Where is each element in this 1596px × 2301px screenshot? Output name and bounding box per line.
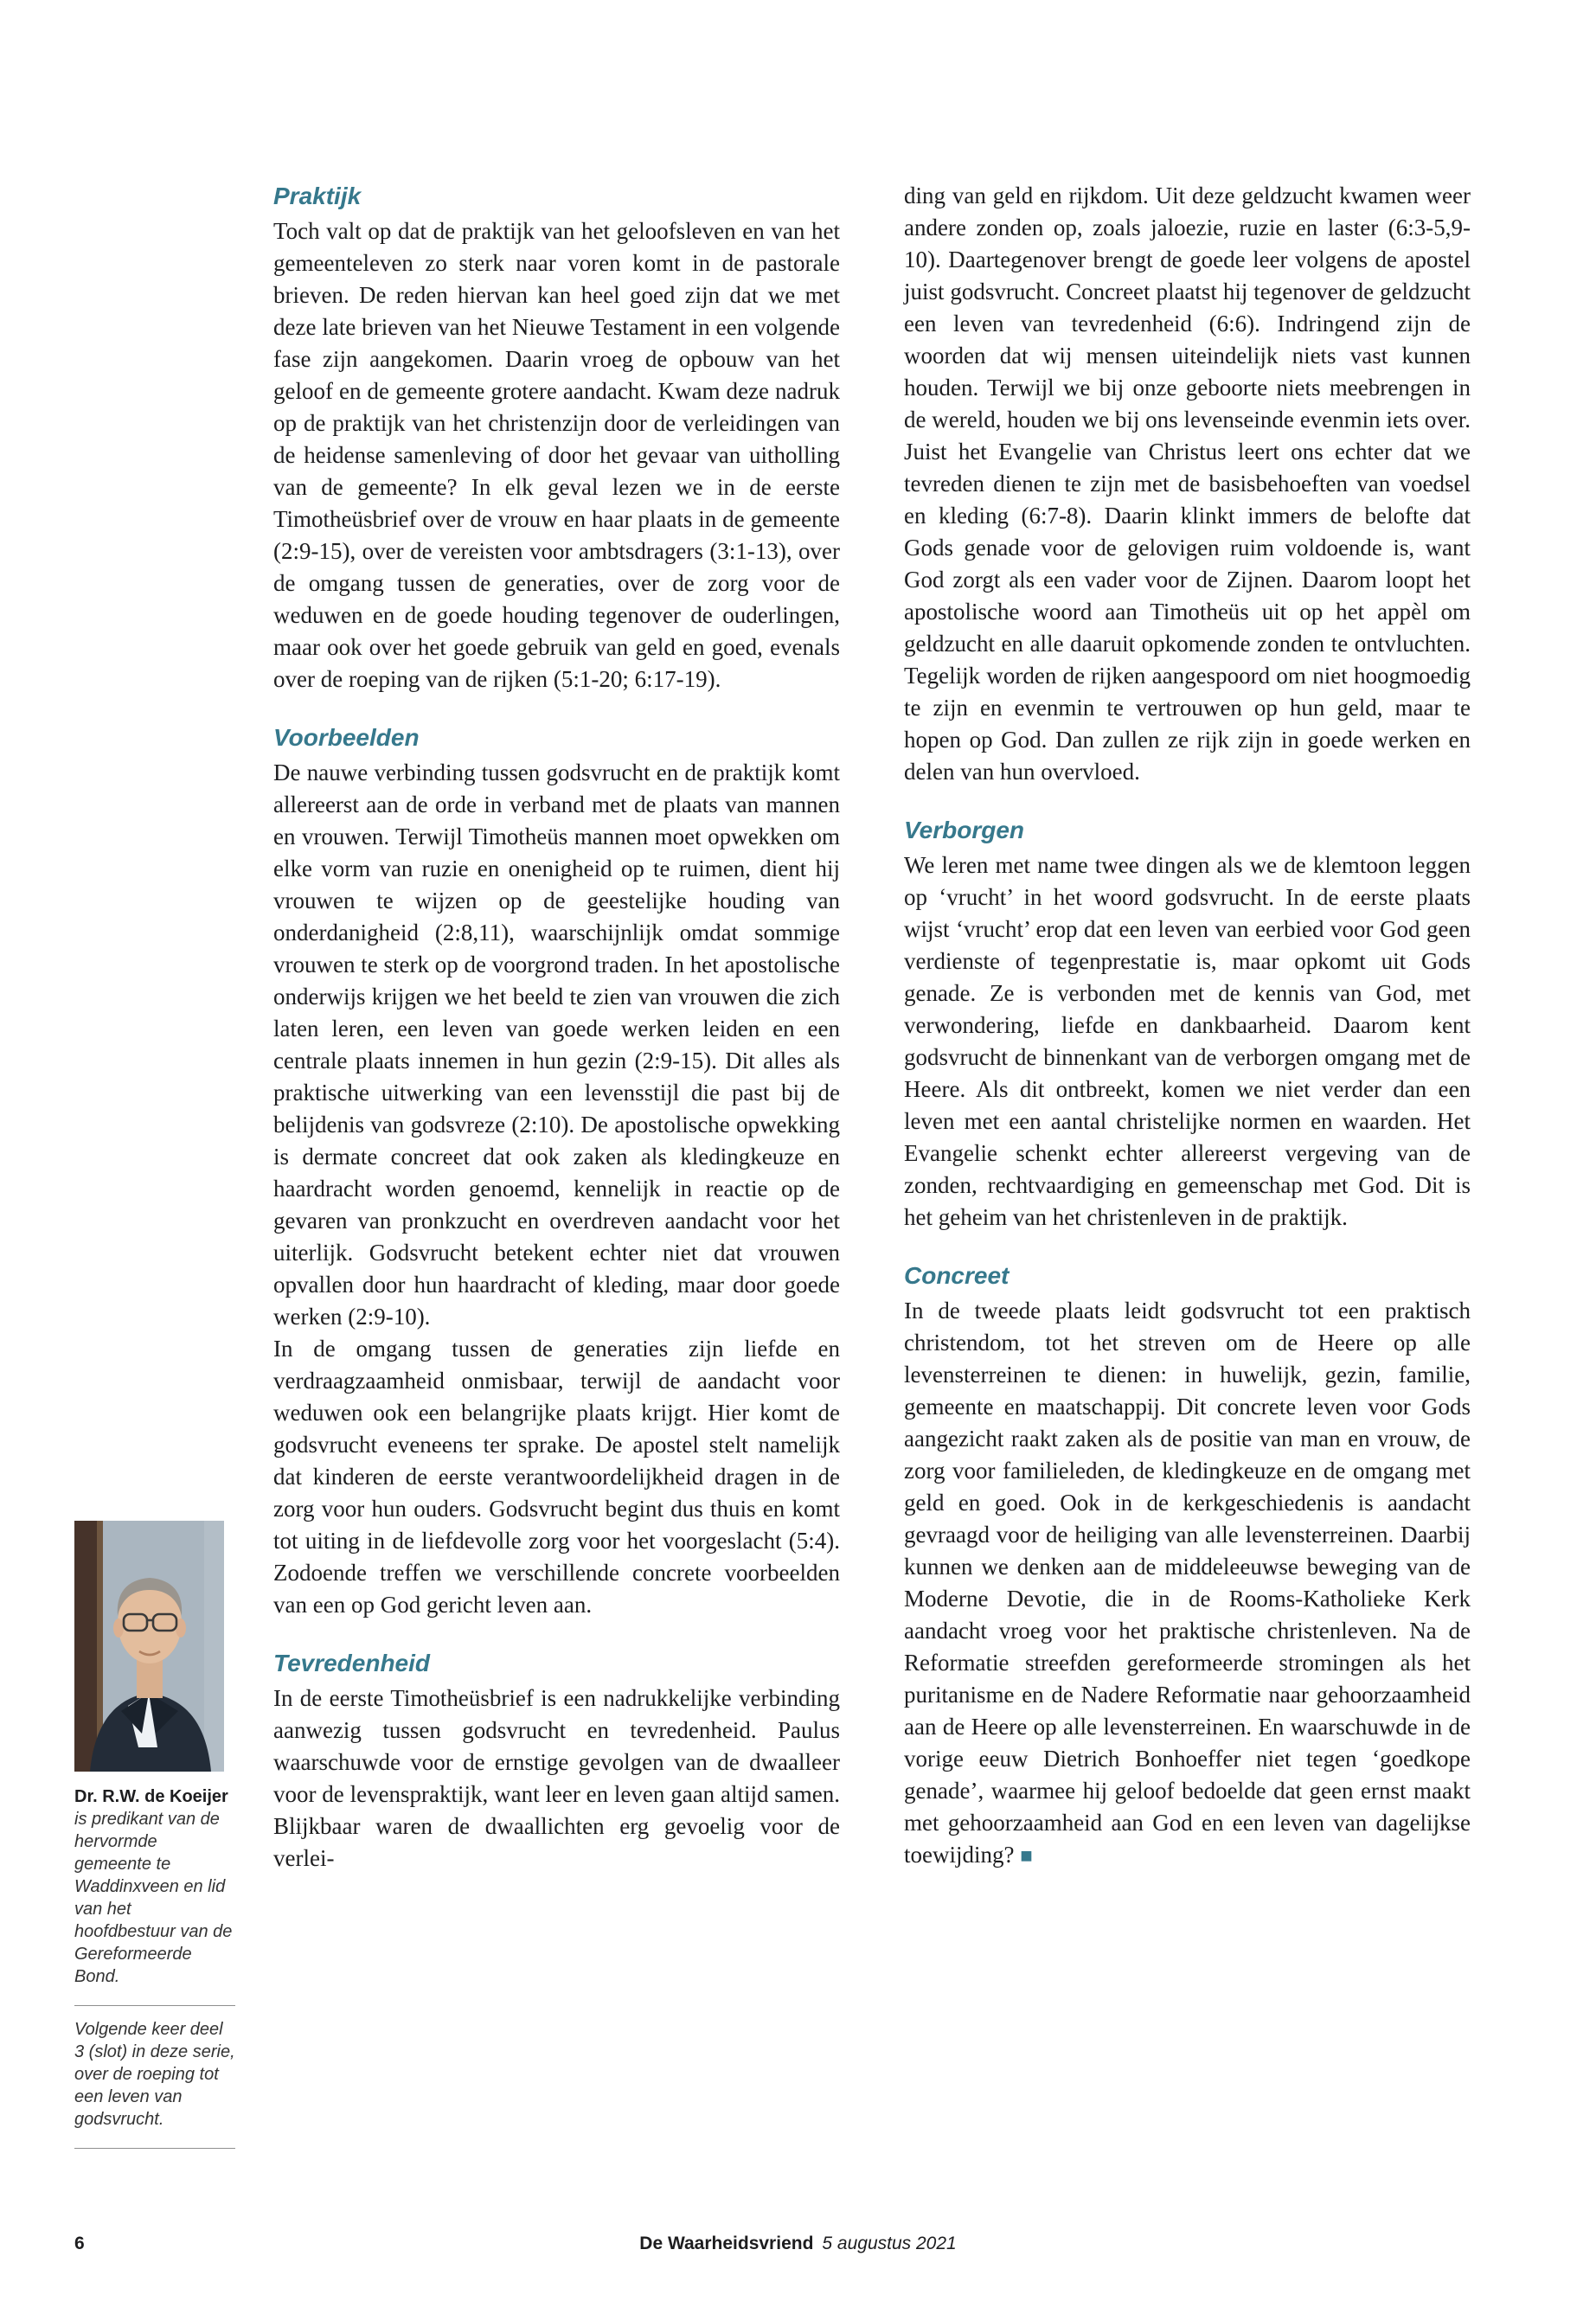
author-bio: is predikant van de hervormde gemeente te Waddinxveen en lid van het hoofdbestuur van de Gereformeerde Bond. — [74, 1810, 233, 1986]
page-footer — [0, 2234, 1596, 2268]
section-heading-concreet: Concreet — [904, 1262, 1010, 1289]
article-column-right — [904, 180, 1471, 1875]
footer-center — [0, 2234, 1596, 2254]
author-name: Dr. R.W. de Koeijer — [74, 1787, 228, 1806]
paragraph-text: In de tweede plaats leidt godsvrucht tot een praktisch christendom, tot het streven om de Heere op alle levensterreinen te dienen: in huwelijk, gezin, familie, gemeente en maatschappij. Dit concrete leven voor Gods aangezicht raakt zaken als de positie van man en vrouw, de zorg voor familieleden, de kledingkeuze en de omgang met geld en goed. Ook in de kerkgeschiedenis is aandacht gevraagd voor de heiliging van alle levensterreinen. Daarbij kunnen we denken aan de middeleeuwse beweging van de Moderne Devotie, die in de Rooms-Katholieke Kerk aandacht vroeg voor het praktische christenleven. Na de Reformatie streefden gereformeerde stromingen als het puritanisme en de Nadere Reformatie naar gehoorzaamheid aan de Heere op alle levensterreinen. En waarschuwde in de vorige eeuw Dietrich Bonhoeffer niet tegen ‘goedkope genade’, waarmee hij geloof bedoelde dat geen ernst maakt met gehoorzaamheid aan God en een leven van dagelijkse toewijding? — [904, 1298, 1471, 1868]
section-heading-praktijk: Praktijk — [273, 183, 362, 209]
author-photo — [74, 1521, 224, 1772]
article-body — [273, 180, 1471, 1875]
author-portrait-illustration — [74, 1521, 224, 1772]
paragraph: We leren met name twee dingen als we de klemtoon leggen op ‘vrucht’ in het woord godsvrucht. In de eerste plaats wijst ‘vrucht’ erop dat een leven van eerbied voor God geen verdienste of tegenprestatie is, maar opkomt uit Gods genade. Ze is verbonden met de kennis van God, met verwondering, liefde en dankbaarheid. Daarom kent godsvrucht de binnenkant van de verborgen omgang met de Heere. Als dit ontbreekt, komen we niet verder dan een leven met een aantal christelijke normen en waarden. Het Evangelie schenkt echter allereerst vergeving van de zonden, rechtvaardiging en gemeenschap met God. Dit is het geheim van het christenleven in de praktijk. — [904, 852, 1471, 1230]
end-of-article-marker: ■ — [1020, 1845, 1033, 1868]
paragraph: In de omgang tussen de generaties zijn liefde en verdraagzaamheid onmisbaar, terwijl de aandacht voor weduwen ook een belangrijke plaats krijgt. Hier komt de godsvrucht eveneens ter sprake. De apostel stelt namelijk dat kinderen de eerste verantwoordelijkheid dragen in de zorg voor hun ouders. Godsvrucht begint dus thuis en komt tot uiting in de liefdevolle zorg voor het voorgeslacht (5:4). Zodoende treffen we verschillende concrete voorbeelden van een op God gericht leven aan. — [273, 1336, 840, 1618]
section-praktijk — [273, 180, 840, 695]
section-heading-voorbeelden: Voorbeelden — [273, 724, 420, 751]
article-column-left — [273, 180, 840, 1875]
section-heading-tevredenheid: Tevredenheid — [273, 1650, 431, 1676]
section-heading-verborgen: Verborgen — [904, 817, 1024, 843]
magazine-title: De Waarheidsvriend — [639, 2234, 814, 2253]
paragraph: De nauwe verbinding tussen godsvrucht en de praktijk komt allereerst aan de orde in verband met de plaats van mannen en vrouwen. Terwijl Timotheüs mannen moet opwekken om elke vorm van ruzie en onenigheid op te ruimen, dient hij vrouwen te wijzen op de geestelijke houding van onderdanigheid (2:8,11), waarschijnlijk omdat sommige vrouwen te sterk op de voorgrond traden. In het apostolische onderwijs krijgen we het beeld te zien van vrouwen die zich laten leren, een leven van goede werken leiden en een centrale plaats innemen in hun gezin (2:9-15). Dit alles als praktische uitwerking van een levensstijl die past bij de belijdenis van godsvreze (2:10). De apostolische opwekking is dermate concreet dat ook zaken als kledingkeuze en haardracht worden genoemd, kennelijk in reactie op de gevaren van pronkzucht en overdreven aandacht voor het uiterlijk. Godsvrucht betekent echter niet dat vrouwen opvallen door hun haardracht of kleding, maar door goede werken (2:9-10). — [273, 760, 840, 1330]
section-concreet — [904, 1259, 1471, 1873]
section-tevredenheid — [273, 1647, 840, 1875]
issue-date: 5 augustus 2021 — [822, 2234, 957, 2253]
next-issue-note: Volgende keer deel 3 (slot) in deze serie, over de roeping tot een leven van godsvrucht. — [74, 2020, 235, 2129]
author-caption — [74, 1785, 235, 1988]
sidebar-divider-top — [74, 2005, 235, 2006]
paragraph: Toch valt op dat de praktijk van het geloofsleven en van het gemeenteleven zo sterk naar voren komt in de pastorale brieven. De reden hiervan kan heel goed zijn dat we met deze late brieven van het Nieuwe Testament in een volgende fase zijn aangekomen. Daarin vroeg de opbouw van het geloof en de gemeente grotere aandacht. Kwam deze nadruk op de praktijk van het christenzijn door de verleidingen van de heidense samenleving of door het gevaar van uitholling van de gemeente? In elk geval lezen we in de eerste Timotheüsbrief over de vrouw en haar plaats in de gemeente (2:9-15), over de vereisten voor ambtsdragers (3:1-13), over de omgang tussen de generaties, over de zorg voor de weduwen en de goede houding tegenover de ouderlingen, maar ook over het goede gebruik van geld en goed, evenals over de roeping van de rijken (5:1-20; 6:17-19). — [273, 218, 840, 692]
section-verborgen — [904, 814, 1471, 1234]
page-number: 6 — [74, 2234, 85, 2253]
paragraph-continuation: ding van geld en rijkdom. Uit deze geldzucht kwamen weer andere zonden op, zoals jaloezie, ruzie en laster (6:3-5,9-10). Daartegenover brengt de goede leer volgens de apostel juist godsvrucht. Concreet plaatst hij tegenover de geldzucht een leven van tevredenheid (6:6). Indringend zijn de woorden dat wij mensen uiteindelijk niets vast kunnen houden. Terwijl we bij onze geboorte niets meebrengen in de wereld, houden we bij ons levenseinde evenmin iets over. Juist het Evangelie van Christus leert ons echter dat we tevreden dienen te zijn met de basisbehoeften van voedsel en kleding (6:7-8). Daarin klinkt immers de belofte dat Gods genade voor de gelovigen ruim voldoende is, want God zorgt als een vader voor de Zijnen. Daarom loopt het apostolische woord aan Timotheüs uit op het appèl om geldzucht en alle daaruit opkomende zonden te ontvluchten. Tegelijk worden de rijken aangespoord om niet hoogmoedig te zijn en evenmin te vertrouwen op hun geld, maar te hopen op God. Dan zullen ze rijk zijn in goede werken en delen van hun overvloed. — [904, 183, 1471, 785]
paragraph — [904, 1295, 1471, 1873]
section-voorbeelden — [273, 721, 840, 1621]
author-sidebar — [74, 1521, 235, 2161]
sidebar-divider-bottom — [74, 2148, 235, 2149]
paragraph: In de eerste Timotheüsbrief is een nadrukkelijke verbinding aanwezig tussen godsvrucht en tevredenheid. Paulus waarschuwde voor de ernstige gevolgen van de dwaalleer voor de levenspraktijk, want leer en leven gaan altijd samen. Blijkbaar waren de dwaallichten erg gevoelig voor de verlei- — [273, 1685, 840, 1871]
